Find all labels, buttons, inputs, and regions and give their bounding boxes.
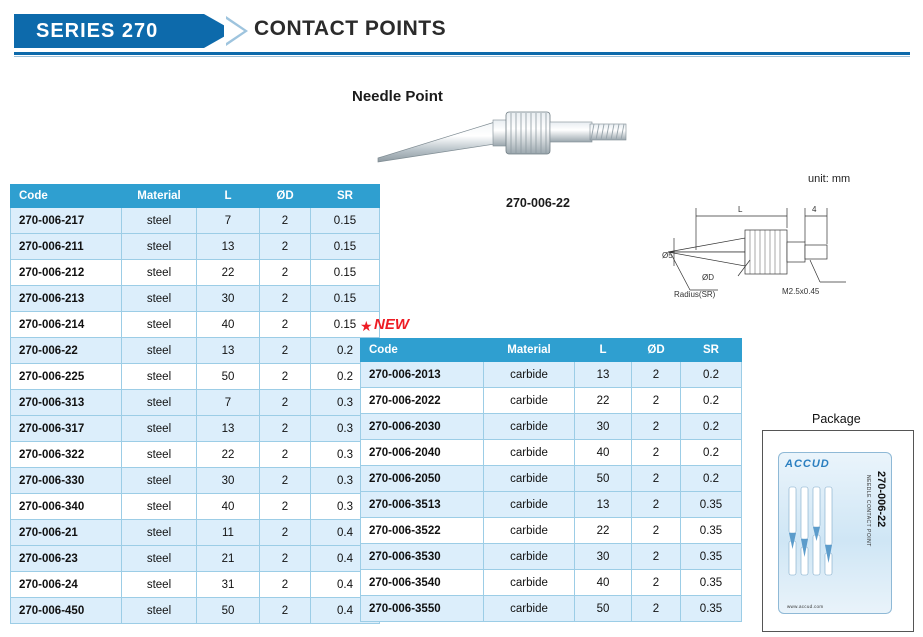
package-brand: ACCUD — [785, 458, 830, 470]
cell-material: carbide — [484, 570, 575, 596]
cell-code: 270-006-2050 — [361, 466, 484, 492]
cell-l: 30 — [197, 286, 260, 312]
cell-material: carbide — [484, 466, 575, 492]
dim-L-label: L — [738, 205, 743, 214]
cell-code: 270-006-22 — [11, 338, 122, 364]
cell-sr: 0.35 — [681, 492, 742, 518]
cell-od: 2 — [260, 390, 311, 416]
cell-sr: 0.3 — [311, 442, 380, 468]
cell-l: 13 — [197, 416, 260, 442]
cell-od: 2 — [632, 388, 681, 414]
table-row — [11, 416, 380, 442]
cell-sr: 0.35 — [681, 570, 742, 596]
carbide-table-body — [361, 362, 742, 622]
table-row — [11, 468, 380, 494]
cell-od: 2 — [632, 492, 681, 518]
cell-code: 270-006-3530 — [361, 544, 484, 570]
cell-l: 22 — [575, 518, 632, 544]
cell-sr: 0.4 — [311, 598, 380, 624]
cell-od: 2 — [260, 494, 311, 520]
table-row — [11, 390, 380, 416]
column-header-sr: SR — [311, 185, 380, 208]
cell-material: steel — [122, 312, 197, 338]
new-badge: NEW — [374, 316, 409, 333]
cell-material: carbide — [484, 440, 575, 466]
table-row — [11, 572, 380, 598]
cell-l: 50 — [575, 466, 632, 492]
cell-material: carbide — [484, 414, 575, 440]
table-row — [361, 362, 742, 388]
unit-note: unit: mm — [808, 173, 851, 185]
cell-l: 21 — [197, 546, 260, 572]
needle-point-photo — [375, 100, 665, 190]
table-row — [361, 492, 742, 518]
thread-label: M2.5x0.45 — [782, 287, 820, 296]
package-code: 270-006-22 — [875, 471, 887, 528]
cell-code: 270-006-24 — [11, 572, 122, 598]
cell-sr: 0.2 — [311, 338, 380, 364]
cell-l: 13 — [197, 234, 260, 260]
cell-l: 40 — [197, 494, 260, 520]
radius-label: Radius(SR) — [674, 290, 716, 299]
cell-l: 40 — [575, 440, 632, 466]
cell-material: steel — [122, 520, 197, 546]
table-header-row — [361, 339, 742, 362]
column-header-l: L — [575, 339, 632, 362]
table-row — [361, 414, 742, 440]
header-rule-secondary — [14, 56, 910, 57]
cell-material: steel — [122, 390, 197, 416]
cell-code: 270-006-3513 — [361, 492, 484, 518]
cell-sr: 0.3 — [311, 494, 380, 520]
cell-l: 22 — [197, 442, 260, 468]
cell-sr: 0.15 — [311, 260, 380, 286]
column-header-od: ØD — [632, 339, 681, 362]
series-badge: SERIES 270 — [14, 14, 204, 48]
cell-od: 2 — [260, 260, 311, 286]
cell-material: steel — [122, 416, 197, 442]
table-row — [361, 388, 742, 414]
cell-code: 270-006-2013 — [361, 362, 484, 388]
cell-l: 30 — [575, 544, 632, 570]
cell-l: 13 — [575, 362, 632, 388]
cell-code: 270-006-322 — [11, 442, 122, 468]
cell-l: 50 — [575, 596, 632, 622]
cell-code: 270-006-330 — [11, 468, 122, 494]
cell-code: 270-006-211 — [11, 234, 122, 260]
cell-code: 270-006-225 — [11, 364, 122, 390]
table-row — [11, 260, 380, 286]
cell-material: steel — [122, 260, 197, 286]
cell-code: 270-006-213 — [11, 286, 122, 312]
column-header-material: Material — [484, 339, 575, 362]
cell-code: 270-006-313 — [11, 390, 122, 416]
cell-code: 270-006-3550 — [361, 596, 484, 622]
table-row — [11, 208, 380, 234]
cell-l: 50 — [197, 598, 260, 624]
cell-material: steel — [122, 286, 197, 312]
cell-material: steel — [122, 546, 197, 572]
table-row — [11, 546, 380, 572]
page-header — [0, 0, 923, 60]
cell-code: 270-006-21 — [11, 520, 122, 546]
cell-sr: 0.35 — [681, 544, 742, 570]
dim-D-label: ØD — [702, 273, 714, 282]
cell-od: 2 — [260, 416, 311, 442]
cell-material: steel — [122, 494, 197, 520]
cell-code: 270-006-23 — [11, 546, 122, 572]
column-header-material: Material — [122, 185, 197, 208]
cell-material: steel — [122, 598, 197, 624]
cell-od: 2 — [632, 596, 681, 622]
cell-od: 2 — [632, 544, 681, 570]
product-code: 270-006-22 — [506, 196, 570, 210]
package-blister-card — [778, 452, 892, 614]
table-row — [361, 466, 742, 492]
cell-od: 2 — [632, 414, 681, 440]
column-header-od: ØD — [260, 185, 311, 208]
table-row — [11, 598, 380, 624]
cell-material: carbide — [484, 518, 575, 544]
series-chevron-inner-icon — [226, 19, 244, 43]
cell-l: 30 — [197, 468, 260, 494]
cell-sr: 0.4 — [311, 546, 380, 572]
table-row — [11, 520, 380, 546]
dim-4-label: 4 — [812, 205, 817, 214]
cell-od: 2 — [632, 570, 681, 596]
cell-od: 2 — [260, 338, 311, 364]
cell-l: 31 — [197, 572, 260, 598]
package-label: Package — [812, 412, 861, 426]
cell-l: 40 — [575, 570, 632, 596]
cell-od: 2 — [260, 364, 311, 390]
cell-code: 270-006-3522 — [361, 518, 484, 544]
cell-l: 13 — [197, 338, 260, 364]
cell-material: steel — [122, 208, 197, 234]
new-star-icon: ★ — [360, 318, 373, 334]
cell-sr: 0.3 — [311, 468, 380, 494]
cell-l: 22 — [197, 260, 260, 286]
cell-material: steel — [122, 468, 197, 494]
technical-drawing — [660, 190, 910, 315]
cell-material: steel — [122, 572, 197, 598]
cell-sr: 0.15 — [311, 286, 380, 312]
cell-material: steel — [122, 364, 197, 390]
cell-od: 2 — [260, 572, 311, 598]
cell-od: 2 — [632, 440, 681, 466]
package-side-text: NEEDLE CONTACT POINT — [865, 475, 871, 547]
table-row — [361, 440, 742, 466]
package-bottom-text: www.accud.com — [787, 604, 824, 609]
cell-od: 2 — [260, 520, 311, 546]
cell-od: 2 — [632, 362, 681, 388]
steel-specs-table — [10, 184, 380, 624]
cell-material: steel — [122, 442, 197, 468]
cell-l: 40 — [197, 312, 260, 338]
table-row — [361, 544, 742, 570]
cell-od: 2 — [260, 442, 311, 468]
cell-l: 13 — [575, 492, 632, 518]
cell-code: 270-006-2030 — [361, 414, 484, 440]
column-header-sr: SR — [681, 339, 742, 362]
table-row — [11, 364, 380, 390]
dim-D5-label: Ø5 — [662, 251, 673, 260]
table-row — [11, 286, 380, 312]
cell-sr: 0.35 — [681, 596, 742, 622]
cell-sr: 0.2 — [681, 414, 742, 440]
cell-material: carbide — [484, 492, 575, 518]
cell-material: carbide — [484, 388, 575, 414]
cell-l: 7 — [197, 390, 260, 416]
cell-sr: 0.15 — [311, 312, 380, 338]
cell-sr: 0.4 — [311, 520, 380, 546]
cell-sr: 0.15 — [311, 208, 380, 234]
table-header-row — [11, 185, 380, 208]
steel-table-body — [11, 208, 380, 624]
cell-material: carbide — [484, 544, 575, 570]
page-title: CONTACT POINTS — [254, 17, 447, 40]
cell-sr: 0.4 — [311, 572, 380, 598]
cell-od: 2 — [260, 208, 311, 234]
cell-material: carbide — [484, 596, 575, 622]
cell-od: 2 — [260, 598, 311, 624]
table-row — [11, 338, 380, 364]
cell-od: 2 — [260, 234, 311, 260]
table-row — [11, 494, 380, 520]
cell-sr: 0.3 — [311, 416, 380, 442]
cell-code: 270-006-3540 — [361, 570, 484, 596]
cell-code: 270-006-450 — [11, 598, 122, 624]
cell-l: 7 — [197, 208, 260, 234]
cell-code: 270-006-217 — [11, 208, 122, 234]
cell-l: 30 — [575, 414, 632, 440]
package-contents-illustration — [783, 479, 845, 591]
cell-material: steel — [122, 234, 197, 260]
column-header-l: L — [197, 185, 260, 208]
cell-code: 270-006-340 — [11, 494, 122, 520]
cell-code: 270-006-317 — [11, 416, 122, 442]
cell-od: 2 — [632, 466, 681, 492]
table-row — [361, 570, 742, 596]
table-row — [361, 596, 742, 622]
cell-sr: 0.35 — [681, 518, 742, 544]
column-header-code: Code — [361, 339, 484, 362]
header-rule — [14, 52, 910, 55]
cell-code: 270-006-2040 — [361, 440, 484, 466]
cell-code: 270-006-212 — [11, 260, 122, 286]
table-row — [11, 234, 380, 260]
cell-sr: 0.15 — [311, 234, 380, 260]
cell-od: 2 — [632, 518, 681, 544]
cell-l: 50 — [197, 364, 260, 390]
product-name: Needle Point — [352, 88, 443, 105]
cell-code: 270-006-214 — [11, 312, 122, 338]
cell-sr: 0.2 — [681, 466, 742, 492]
cell-od: 2 — [260, 286, 311, 312]
table-row — [11, 312, 380, 338]
cell-sr: 0.2 — [311, 364, 380, 390]
cell-sr: 0.3 — [311, 390, 380, 416]
cell-l: 11 — [197, 520, 260, 546]
column-header-code: Code — [11, 185, 122, 208]
cell-material: steel — [122, 338, 197, 364]
cell-od: 2 — [260, 312, 311, 338]
cell-sr: 0.2 — [681, 440, 742, 466]
cell-od: 2 — [260, 468, 311, 494]
cell-od: 2 — [260, 546, 311, 572]
cell-material: carbide — [484, 362, 575, 388]
cell-code: 270-006-2022 — [361, 388, 484, 414]
cell-sr: 0.2 — [681, 388, 742, 414]
table-row — [11, 442, 380, 468]
table-row — [361, 518, 742, 544]
cell-l: 22 — [575, 388, 632, 414]
cell-sr: 0.2 — [681, 362, 742, 388]
carbide-specs-table — [360, 338, 742, 622]
